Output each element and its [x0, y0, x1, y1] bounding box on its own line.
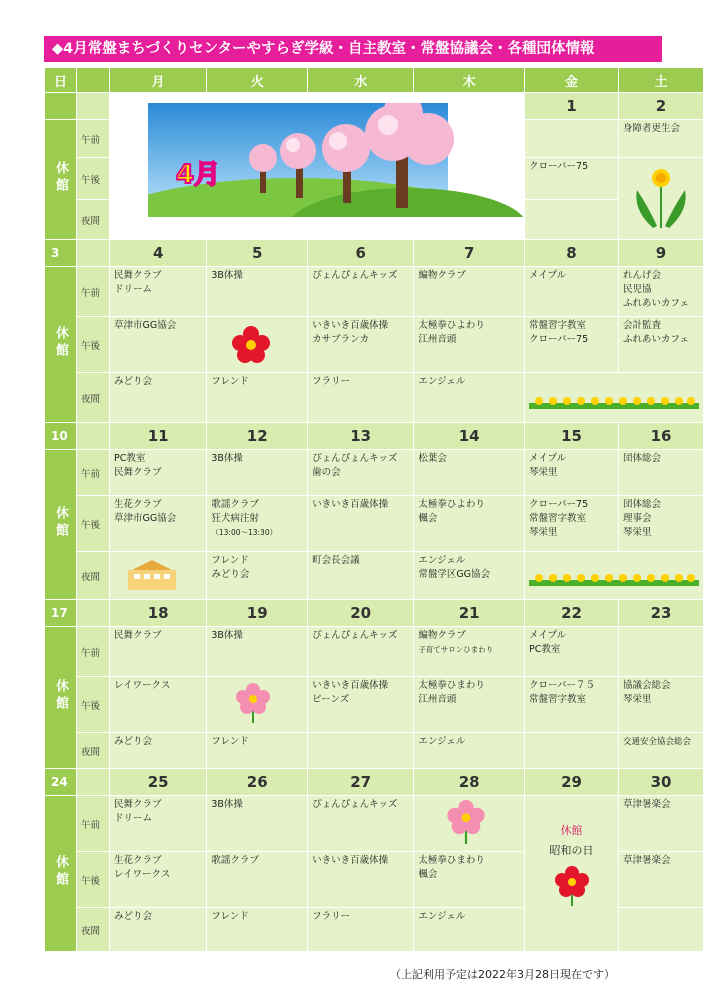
school-building-icon [122, 558, 182, 592]
week-2-date-row: 3 4 5 6 7 8 9 [45, 240, 704, 267]
week-3-date-row: 10 11 12 13 14 15 16 [45, 423, 704, 450]
red-flower-icon [552, 866, 592, 906]
week-1-date-row: 4月 1 2 [45, 93, 704, 120]
month-label: 4月 [176, 160, 221, 190]
month-banner [110, 93, 525, 240]
pink-flower-icon [444, 800, 488, 844]
dandelion-icon [623, 160, 699, 230]
header-wed: 水 [308, 68, 414, 93]
cherry-blossom-illustration [148, 103, 524, 217]
header-sun: 日 [45, 68, 77, 93]
header-mon: 月 [110, 68, 207, 93]
weekday-header-row [45, 68, 704, 93]
holiday-cell: 休館 昭和の日 [525, 796, 619, 952]
header-tue: 火 [207, 68, 308, 93]
red-flower-icon [231, 325, 271, 365]
week-1-ev-row: 夜間 [45, 200, 704, 240]
week-1-pm-row: 午後 クローバー75 [45, 158, 704, 200]
week-4-date-row: 17 18 19 20 21 22 23 [45, 600, 704, 627]
week-1-am-row: 休館 午前 身障者更生会 [45, 120, 704, 158]
pink-flower-icon [233, 683, 273, 723]
page-title: ◆4月常盤まちづくりセンターやすらぎ学級・自主教室・常盤協議会・各種団体情報 [44, 36, 662, 62]
footnote: （上記利用予定は2022年3月28日現在です） [390, 968, 615, 981]
header-fri: 金 [525, 68, 619, 93]
week-5-date-row: 24 25 26 27 28 29 30 [45, 769, 704, 796]
header-thu: 木 [414, 68, 525, 93]
header-sat: 土 [619, 68, 704, 93]
flower-row-icon [529, 560, 699, 590]
calendar-table: 日 月 火 水 木 金 土 4月 1 2 休館 午前 身障者更生会 午後 クローバー75 夜間 3 4 5 6 7 8 9 休館 午前 民舞クラブ ドリーム 3B体操 ぴょんぴょんキッズ 編物クラブ メイプル れんげ会 民児協 ふれあいカフェ 午後 草津市GG協会 いきいき百歳体操 カサブランカ 太極拳ひよわり 江州音頭 常盤習字教室 クローバー75 会計監査 ふれあいカフェ 夜間 みどり会 フレンド フラリー エンジェル 10 11 12 13 14 15 16 休館 午前 PC教室 民舞クラブ 3B体操 ぴょんぴょんキッズ 歯の会 松葉会 メイプル 琴栄里 団体総会 午後 生花クラブ 草津市GG協会 歌謡クラブ 狂犬病注射 （13:00〜13:30） いきいき百歳体操 太極拳ひよわり 楓会 クローバー75 常盤習字教室 琴栄里 団体総会 理事会 琴栄里 夜間 フレンド みどり会 町会長会議 エンジェル 常盤学区GG協会 17 18 19 20 21 22 23 休館 午前 民舞クラブ 3B体操 ぴょんぴょんキッズ 編物クラブ 子育てサロンひまわり メイプル PC教室 午後 レイワークス いきいき百歳体操 ピーンズ 太極拳ひまわり 江州音頭 クローバー７５ 常盤習字教室 協議会総会 琴栄里 夜間 みどり会 フレンド エンジェル 交通安全協会総会 24 25 26 27 28 29 30 休館 午前 民舞クラブ ドリーム 3B体操 ぴょんぴょんキッズ 休館 昭和の日 草津暑楽会 午後 生花クラブ レイワークス 歌謡クラブ いきいき百歳体操 太極拳ひまわり 楓会 草津暑楽会 夜間 みどり会 フレンド フラリー エンジェル [44, 67, 704, 952]
flower-row-icon [529, 381, 699, 415]
closed-label: 休館 [45, 120, 77, 240]
